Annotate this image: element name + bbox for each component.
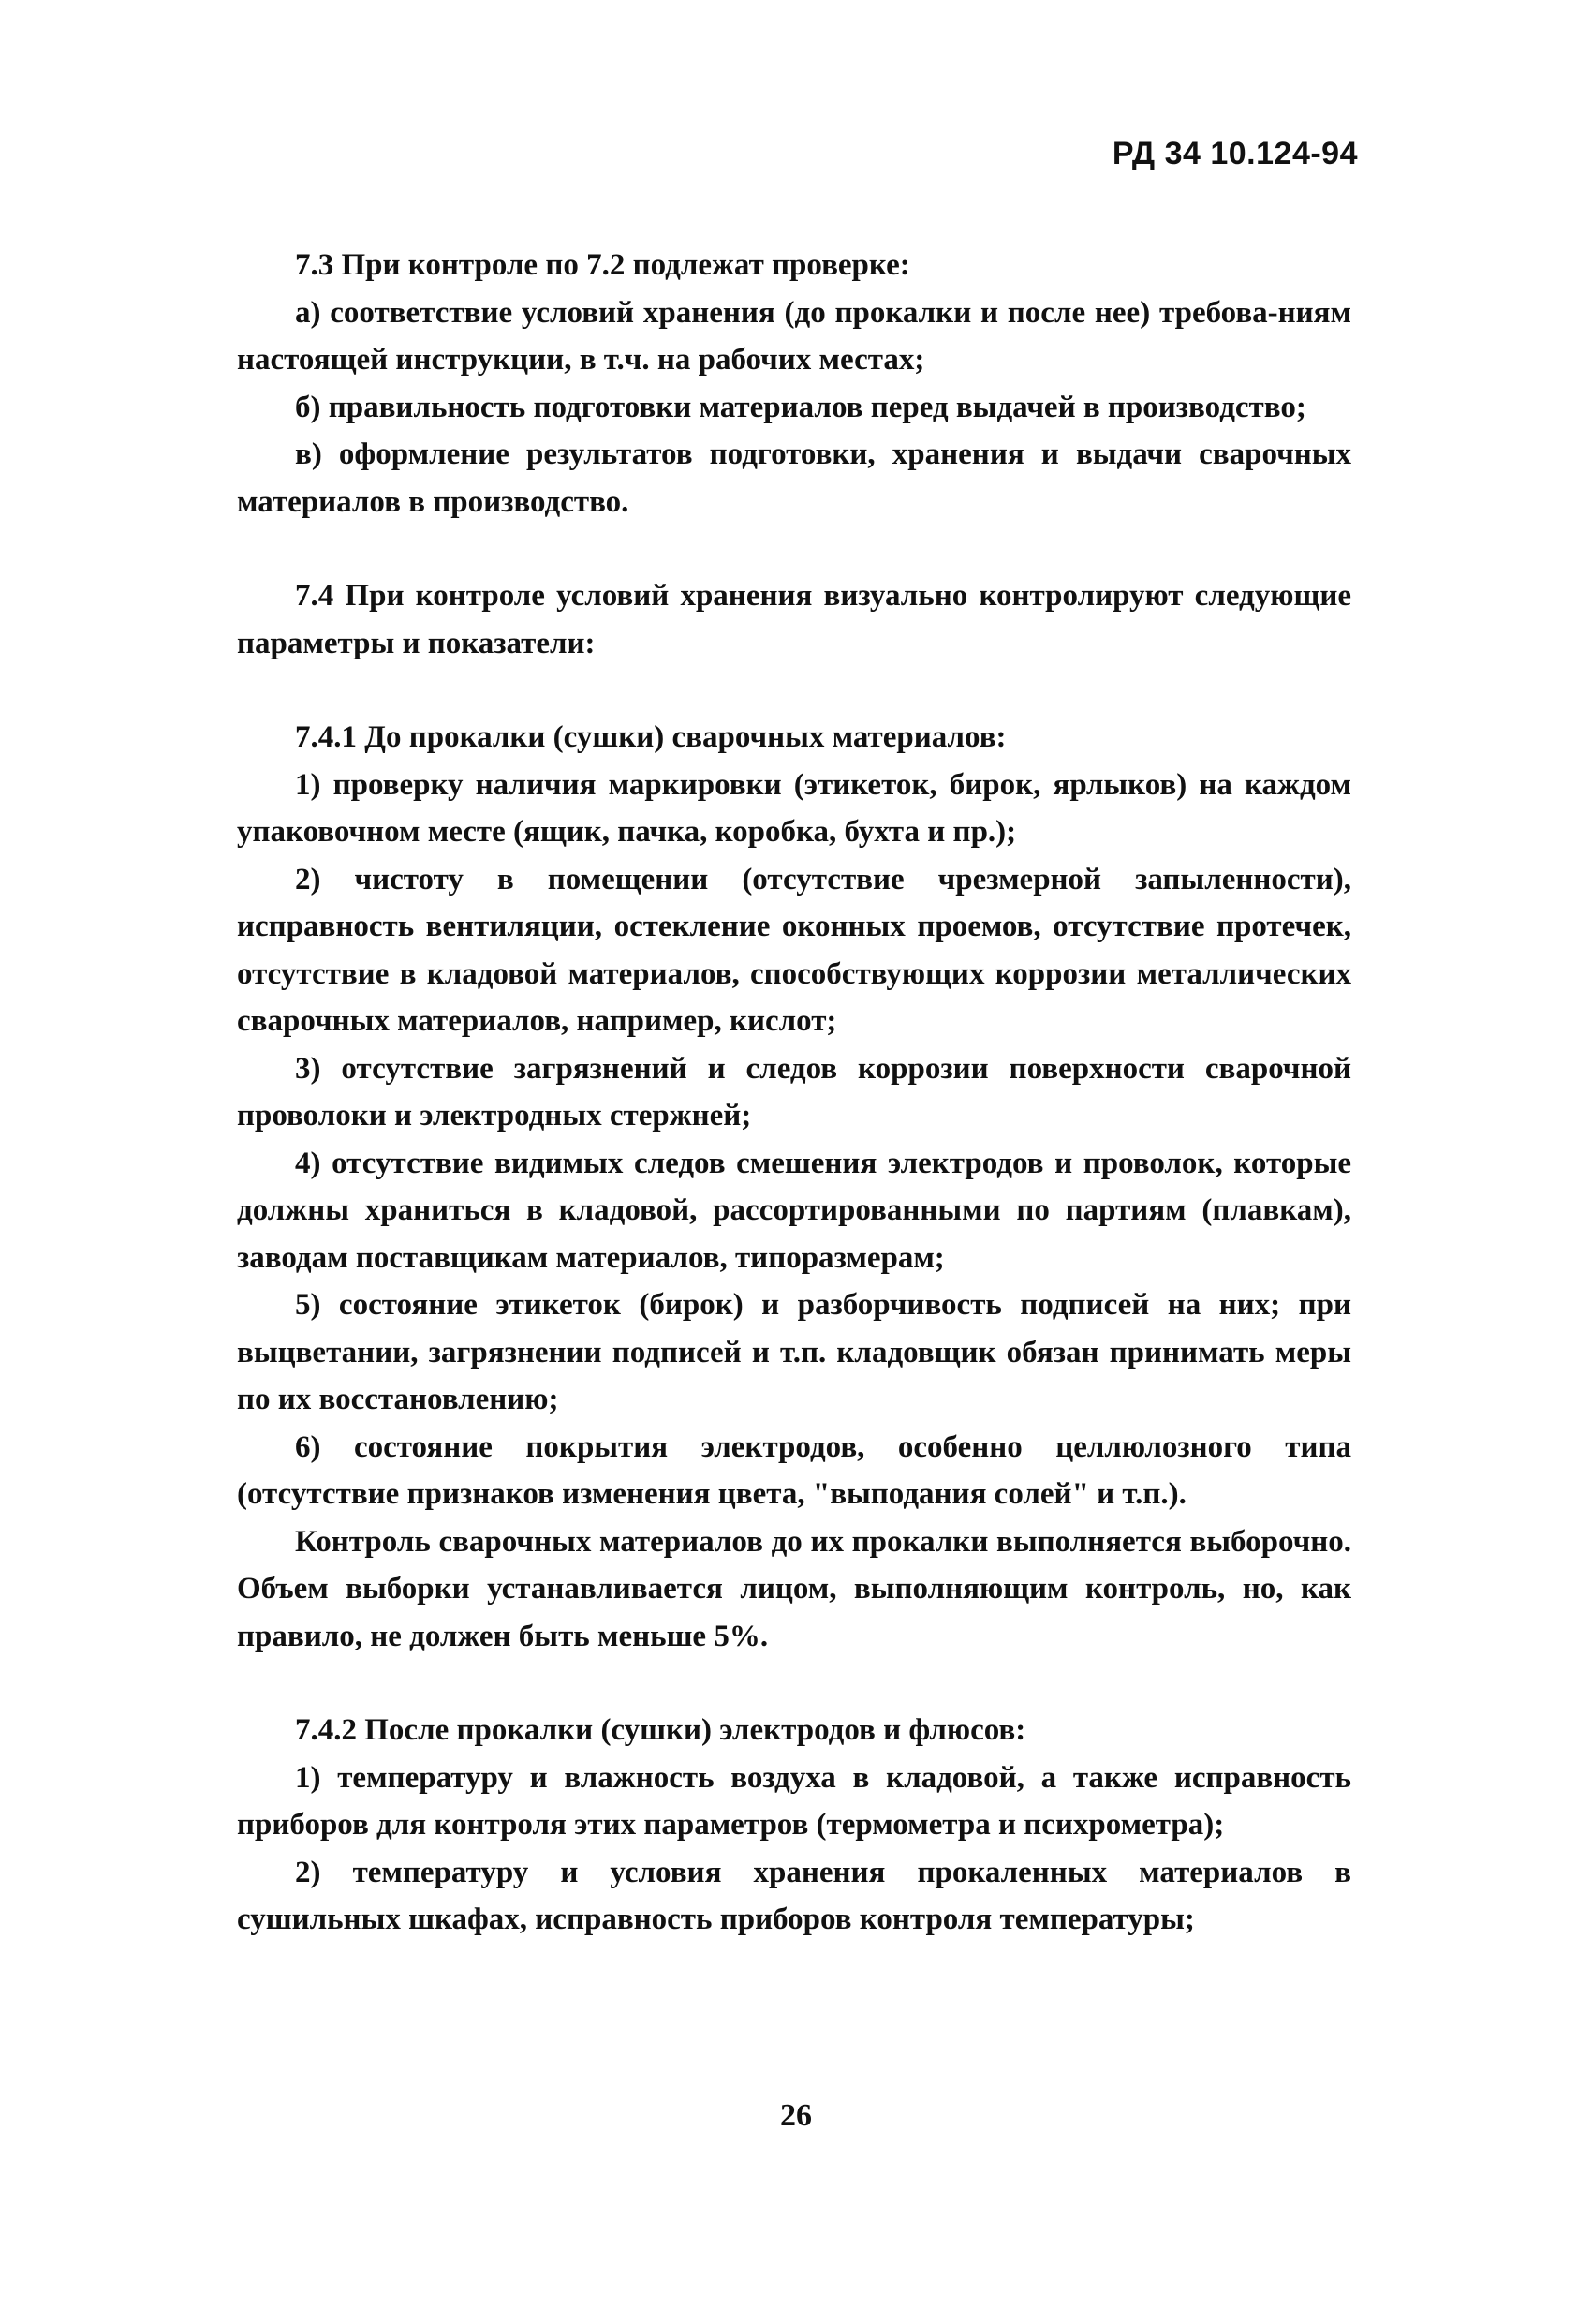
section-7-4-1-item-5: 5) состояние этикеток (бирок) и разборчивость подписей на них; при выцветании, загрязнении подписей и т.п. кладовщик обязан принимать меры по их восстановлению;	[237, 1288, 1351, 1416]
section-7-4-2-intro: 7.4.2 После прокалки (сушки) электродов и флюсов:	[295, 1713, 1026, 1747]
section-7-3-item-b: б) правильность подготовки материалов перед выдачей в производство;	[295, 390, 1306, 424]
section-7-3-item-v: в) оформление результатов подготовки, хранения и выдачи сварочных материалов в производство.	[237, 437, 1351, 519]
section-7-4-1-item-3: 3) отсутствие загрязнений и следов коррозии поверхности сварочной проволоки и электродных стержней;	[237, 1051, 1351, 1132]
section-7-3-intro: 7.3 При контроле по 7.2 подлежат проверке:	[295, 248, 910, 282]
section-7-4-1-item-2: 2) чистоту в помещении (отсутствие чрезмерной запыленности), исправность вентиляции, остекление оконных проемов, отсутствие протечек, отсутствие в кладовой материалов, способствующих коррозии металлических сварочных материалов, например, кислот;	[237, 862, 1351, 1038]
section-7-3-item-a: а) соответствие условий хранения (до прокалки и после нее) требова-ниям настоящей инструкции, в т.ч. на рабочих местах;	[237, 295, 1351, 377]
paragraph-gap	[237, 1660, 1351, 1707]
section-7-4-2-item-1: 1) температуру и влажность воздуха в кладовой, а также исправность приборов для контроля этих параметров (термометра и психрометра);	[237, 1760, 1351, 1842]
section-7-4-1-item-4: 4) отсутствие видимых следов смешения электродов и проволок, которые должны храниться в кладовой, рассортированными по партиям (плавкам), заводам поставщикам материалов, типоразмерам;	[237, 1146, 1351, 1275]
section-7-4-1-item-1: 1) проверку наличия маркировки (этикеток, бирок, ярлыков) на каждом упаковочном месте (ящик, пачка, коробка, бухта и пр.);	[237, 767, 1351, 849]
section-7-4-intro: 7.4 При контроле условий хранения визуально контролируют следующие параметры и показатели:	[237, 579, 1351, 660]
section-7-4-1-note: Контроль сварочных материалов до их прокалки выполняется выборочно. Объем выборки устанавливается лицом, выполняющим контроль, но, как правило, не должен быть меньше 5%.	[237, 1524, 1351, 1653]
document-body	[237, 242, 1351, 1944]
section-7-4-2-item-2: 2) температуру и условия хранения прокаленных материалов в сушильных шкафах, исправность приборов контроля температуры;	[237, 1855, 1351, 1936]
paragraph-gap	[237, 525, 1351, 572]
paragraph-gap	[237, 667, 1351, 714]
section-7-4-1-intro: 7.4.1 До прокалки (сушки) сварочных материалов:	[295, 720, 1007, 754]
section-7-4-1-item-6: 6) состояние покрытия электродов, особенно целлюлозного типа (отсутствие признаков изменения цвета, "выподания солей" и т.п.).	[237, 1429, 1351, 1511]
document-code: РД 34 10.124-94	[1112, 136, 1358, 171]
page-number: 26	[780, 2098, 812, 2133]
